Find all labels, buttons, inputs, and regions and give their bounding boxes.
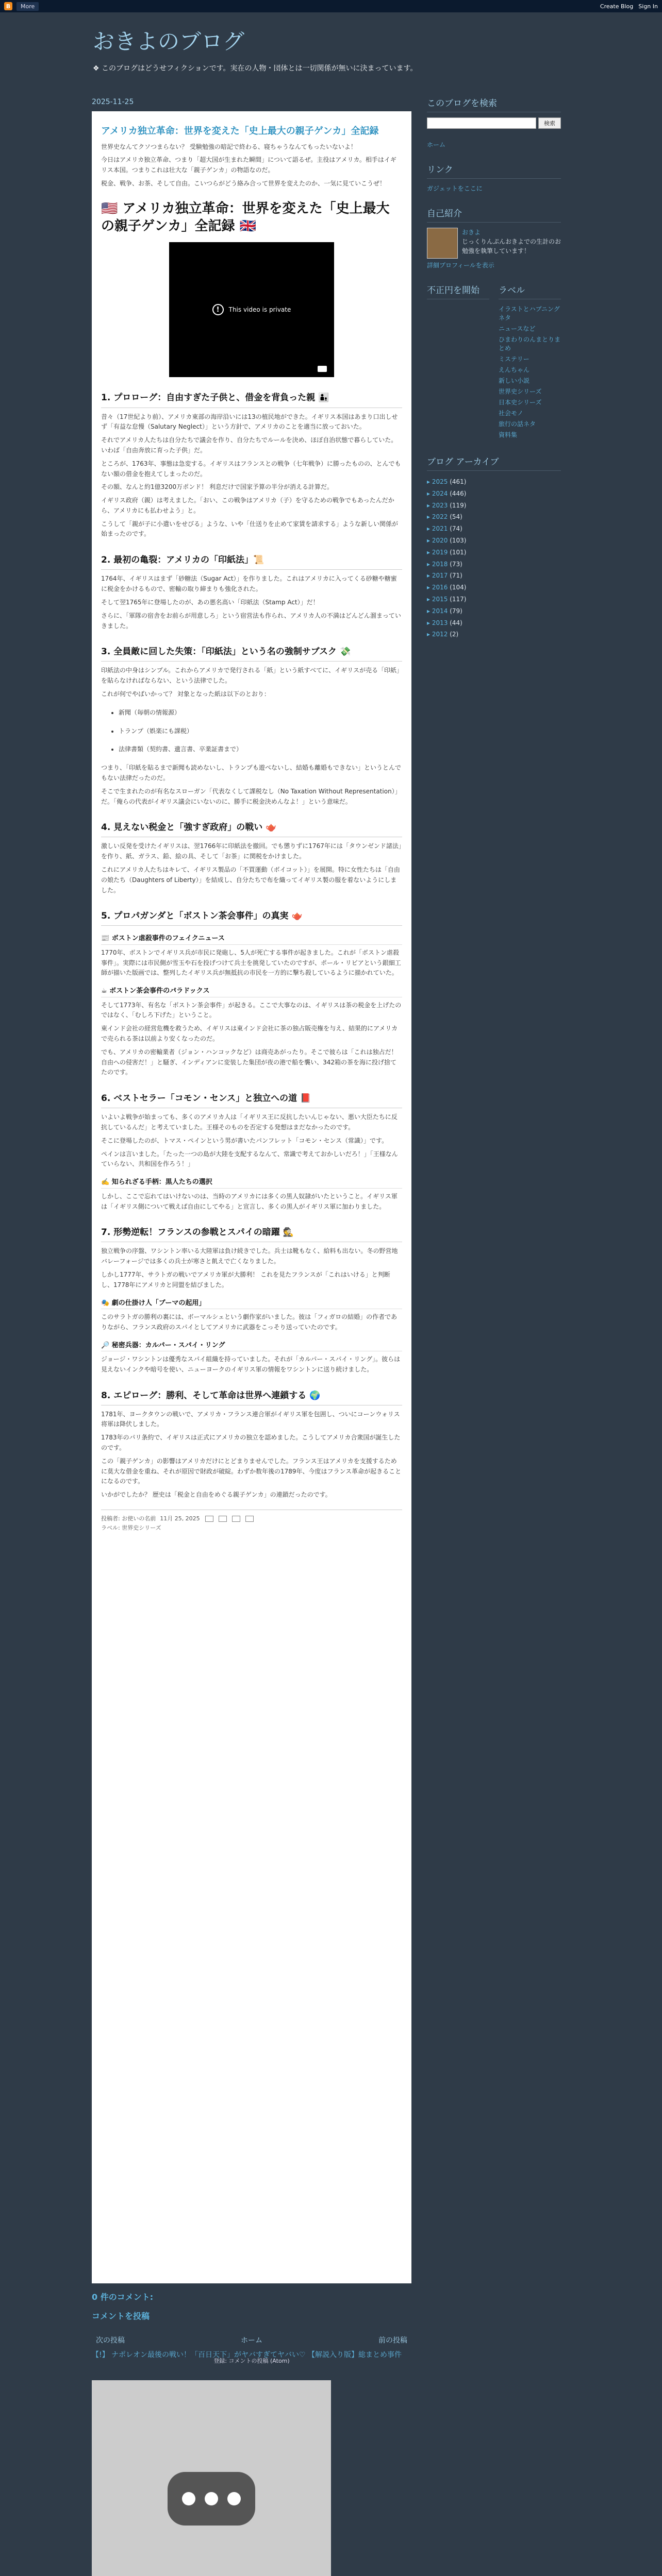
subscribe-feed-link[interactable]: 登録: コメントの投稿 (Atom)	[213, 2358, 290, 2364]
links-widget	[427, 162, 561, 193]
label-link[interactable]: イラストとハプニングネタ	[499, 306, 560, 321]
home-link[interactable]: ホーム	[241, 2336, 262, 2345]
sign-in-link[interactable]: Sign In	[638, 3, 658, 10]
archive-item[interactable]	[427, 511, 561, 523]
archive-item[interactable]	[427, 558, 561, 570]
create-blog-link[interactable]: Create Blog	[600, 3, 634, 10]
label-link[interactable]: 旅行の話ネタ	[499, 420, 536, 428]
post-comment-link[interactable]: コメントを投稿	[92, 2311, 150, 2321]
label-link[interactable]: 新しい小説	[499, 377, 530, 384]
archive-count: (44)	[450, 619, 462, 626]
archive-year[interactable]: ▸ 2013	[427, 619, 448, 626]
archive-year[interactable]: ▸ 2017	[427, 572, 448, 580]
comment-count: 0 件のコメント:	[92, 2292, 154, 2302]
unfinished-widget	[427, 283, 489, 441]
archive-count: (2)	[450, 631, 459, 638]
archive-count: (54)	[450, 513, 462, 521]
archive-item[interactable]	[427, 605, 561, 617]
section-heading: 2. 最初の亀裂：アメリカの「印紙法」📜	[101, 553, 402, 570]
archive-item[interactable]	[427, 547, 561, 558]
intro-paragraph: 世界史なんてクソつまらない？ 受験勉強の暗記で終わる、寝ちゃうなんてもったいないよ！	[101, 143, 357, 150]
avatar[interactable]	[427, 228, 458, 259]
label-link[interactable]: 資料集	[499, 431, 518, 438]
list-item: • トランプ（娯楽にも課税）	[119, 726, 402, 737]
subsection-heading: 🎭 劇の仕掛け人「ブーマの起用」	[101, 1298, 402, 1309]
label-link[interactable]: ミステリー	[499, 355, 529, 363]
blog-description: ❖ このブログはどうせフィクションです。実在の人物・団体とは一切関係が無いに決まっています。	[93, 64, 418, 73]
body-paragraph: それでアメリカ人たちは自分たちで議会を作り、自分たちでルールを決め、ほぼ自治状態で暮らしていた。いわば「自由奔放に育った子供」だ。	[101, 436, 398, 454]
archive-item[interactable]	[427, 594, 561, 605]
archive-year[interactable]: ▸ 2023	[427, 501, 448, 509]
archive-item[interactable]	[427, 629, 561, 640]
label-link[interactable]: ニュースなど	[499, 325, 536, 332]
section-heading: 8. エピローグ：勝利、そして革命は世界へ連鎖する 🌍	[101, 1388, 402, 1405]
archive-year[interactable]: ▸ 2025	[427, 478, 448, 485]
labels-widget	[499, 283, 561, 441]
archive-year[interactable]: ▸ 2014	[427, 607, 448, 615]
archive-item[interactable]	[427, 476, 561, 488]
post-footer	[101, 1510, 402, 1533]
archive-count: (74)	[450, 525, 462, 533]
archive-year[interactable]: ▸ 2022	[427, 513, 448, 521]
search-input[interactable]	[427, 117, 536, 129]
more-menu-button[interactable]: More	[16, 2, 39, 11]
intro-paragraph: 税金、戦争、お茶、そして自由。こいつらがどう絡み合って世界を変えたのか、一気に見ていこうぜ！	[101, 180, 386, 188]
archive-count: (446)	[450, 489, 467, 497]
footer-gadgets	[92, 2349, 566, 2576]
search-widget	[427, 96, 561, 149]
home-link[interactable]: ホーム	[427, 141, 446, 148]
archive-year[interactable]: ▸ 2015	[427, 595, 448, 603]
body-paragraph: そして翌1765年に登場したのが、あの悪名高い「印紙法（Stamp Act）」だ！	[101, 598, 319, 606]
blog-share-icon[interactable]	[219, 1516, 227, 1522]
widget-title: ラベル	[499, 283, 561, 299]
subsection-heading: ☕ ボストン茶会事件のパラドックス	[101, 986, 402, 997]
email-share-icon[interactable]	[205, 1516, 213, 1522]
archive-year[interactable]: ▸ 2024	[427, 489, 448, 497]
body-paragraph: 1770年、ボストンでイギリス兵が市民に発砲し、5人が死亡する事件が起きました。これが「ボストン虐殺事件」。実際には市民側が雪玉や石を投げつけて兵士を挑発していたのですが、ポール・リビアという銀細工師が描いた版画では、整列したイギリス兵が無抵抗の市民を一方的に撃ち殺しているように描かれていた。	[101, 948, 401, 977]
archive-item[interactable]	[427, 570, 561, 582]
body-paragraph: いよいよ戦争が始まっても、多くのアメリカ人は「イギリス王に反抗したいんじゃない、悪い大臣たちに反抗しているんだ」と考えていました。王様そのものを否定する発想はまだなかったのです。	[101, 1113, 398, 1131]
archive-count: (103)	[450, 536, 467, 544]
post-date-header: 2025-11-25	[92, 98, 134, 106]
twitter-share-icon[interactable]	[232, 1516, 240, 1522]
archive-item[interactable]	[427, 617, 561, 629]
archive-count: (101)	[450, 548, 467, 556]
section-heading: 4. 見えない税金と「強すぎ政府」の戦い 🫖	[101, 820, 402, 837]
archive-year[interactable]: ▸ 2012	[427, 631, 448, 638]
search-button[interactable]: 検索	[538, 117, 561, 129]
list-item: • 新聞（毎朝の情報源）	[119, 708, 402, 718]
label-link[interactable]: えんちゃん	[499, 366, 530, 374]
comments-section	[92, 2291, 411, 2321]
facebook-share-icon[interactable]	[245, 1516, 254, 1522]
main-column	[92, 96, 411, 2365]
widget-title: 自己紹介	[427, 206, 561, 223]
section-heading: 1. プロローグ：自由すぎた子供と、借金を背負った親 👨‍👦	[101, 391, 402, 408]
body-paragraph: 1781年、ヨークタウンの戦いで、アメリカ・フランス連合軍がイギリス軍を包囲し、ついにコーンウォリス将軍は降伏しました。	[101, 1410, 400, 1428]
archive-year[interactable]: ▸ 2020	[427, 536, 448, 544]
archive-count: (73)	[450, 560, 462, 568]
body-paragraph: 1764年、イギリスはまず「砂糖法（Sugar Act）」を作りました。これはアメリカに入ってくる砂糖や糖蜜に税金をかけるもので、密輸の取り締まりも強化された。	[101, 575, 397, 593]
sidebar	[427, 96, 561, 654]
archive-item[interactable]	[427, 488, 561, 500]
section-heading: 6. ベストセラー「コモン・センス」と独立への道 📕	[101, 1091, 402, 1108]
archive-item[interactable]	[427, 500, 561, 512]
archive-widget	[427, 454, 561, 640]
archive-year[interactable]: ▸ 2018	[427, 560, 448, 568]
body-paragraph: 東インド会社の経営危機を救うため、イギリスは東インド会社に茶の独占販売権を与え、結果的にアメリカで売られる茶は以前より安くなったのだ。	[101, 1025, 398, 1043]
loading-icon	[168, 2472, 255, 2526]
body-paragraph: しかし1777年、サラトガの戦いでアメリカ軍が大勝利！ これを見たフランスが「これはいける」と判断し、1778年にアメリカと同盟を結びました。	[101, 1270, 390, 1289]
body-paragraph: しかし、ここで忘れてはいけないのは、当時のアメリカには多くの黒人奴隷がいたということ。イギリス軍は「イギリス側について戦えば自由にしてやる」と宣言し、多くの黒人がイギリス軍に加わりました。	[101, 1192, 398, 1210]
widget-title: このブログを検索	[427, 96, 561, 112]
body-paragraph: ペインは言いました。「たった一つの島が大陸を支配するなんて、常識で考えておかしいだろ！」「王様なんていらない、共和国を作ろう！」	[101, 1150, 398, 1168]
post-author[interactable]: 投稿者: お使いの名前	[101, 1515, 156, 1522]
profile-name[interactable]: おきよ	[462, 229, 481, 236]
widget-title: リンク	[427, 162, 561, 179]
profile-detail-link[interactable]: 詳細プロフィールを表示	[427, 262, 494, 269]
blogger-logo-icon[interactable]: B	[4, 2, 12, 10]
blog-post	[92, 111, 411, 2283]
label-link[interactable]: ひまわりのんまとりまとめ	[499, 336, 561, 352]
archive-year[interactable]: ▸ 2021	[427, 525, 448, 533]
body-paragraph: そして1773年、有名な「ボストン茶会事件」が起きる。ここで大事なのは、イギリスは茶の税金を上げたのではなく、「むしろ下げた」ということ。	[101, 1001, 402, 1019]
archive-item[interactable]	[427, 535, 561, 547]
body-paragraph: でも、アメリカの密輸業者（ジョン・ハンコックなど）は商売あがったり。そこで彼らは「これは独占だ！ 自由への侵害だ！」と騒ぎ、インディアンに変装した集団が夜の港で船を襲い、342箱の茶を海に投げ捨てたのです。	[101, 1048, 398, 1076]
body-paragraph: そこで生まれたのが有名なスローガン「代表なくして課税なし（No Taxation Without Representation）」だ。「俺らの代表がイギリス議会にいないのに、勝手に税金決めんなよ！」という意味だ。	[101, 787, 401, 805]
post-timestamp[interactable]: 11月 25, 2025	[160, 1515, 200, 1522]
post-main-heading: 🇺🇸 アメリカ独立革命：世界を変えた「史上最大の親子ゲンカ」全記録 🇬🇧	[101, 200, 390, 234]
body-paragraph: 激しい反発を受けたイギリスは、翌1766年に印紙法を撤回。でも懲りずに1767年には「タウンゼンド諸法」を作り、紙、ガラス、鉛、絵の具、そして「お茶」に関税をかけました。	[101, 842, 402, 860]
body-paragraph: こうして「親が子に小遣いをせびる」ような、いや「仕送りを止めて家賃を請求する」ような新しい関係が始まったのです。	[101, 520, 399, 538]
label-link[interactable]: 世界史シリーズ	[499, 388, 542, 395]
body-paragraph: これにアメリカ人たちはキレて、イギリス製品の「不買運動（ボイコット）」を展開。特に女性たちは「自由の娘たち（Daughters of Liberty）」を結成し、自分たちで布を織ってイギリス製の服を着ないようにしました。	[101, 866, 400, 894]
body-paragraph: ところが、1763年、事態は急変する。イギリスはフランスとの戦争（七年戦争）に勝ったものの、とんでもない額の借金を抱えてしまったのだ。	[101, 460, 401, 478]
body-paragraph: 印紙法の中身はシンプル。これからアメリカで発行される「紙」という紙すべてに、イギリスが売る「印紙」を貼らなければならない、という法律でした。	[101, 667, 400, 685]
youtube-logo-icon[interactable]	[318, 366, 327, 372]
body-paragraph: つまり、「印紙を貼るまで新聞も読めないし、トランプも遊べないし、結婚も離婚もできない」というとんでもない法律だったのだ。	[101, 764, 402, 782]
section-heading: 7. 形勢逆転！フランスの参戦とスパイの暗躍 🕵️	[101, 1225, 402, 1242]
gadget-link[interactable]: ガジェットをここに	[427, 185, 483, 192]
subsection-heading: 🔎 秘密兵器：カルパー・スパイ・リング	[101, 1340, 402, 1351]
body-paragraph: このサラトガの勝利の裏には、ボーマルシェという劇作家がいました。彼は「フィガロの結婚」の作者でありながら、フランス政府のスパイとしてアメリカに武器をこっそり送っていたのです。	[101, 1313, 398, 1331]
body-paragraph: これが何でやばいかって？ 対象となった紙は以下のとおり：	[101, 690, 270, 698]
body-paragraph: さらに、「軍隊の宿舎をお前らが用意しろ」という宿営法も作られ、アメリカ人の不満はどんどん溜まっていきました。	[101, 612, 401, 630]
featured-video[interactable]	[92, 2380, 331, 2576]
archive-count: (71)	[450, 572, 462, 580]
body-paragraph: イギリス政府（親）は考えました。「おい、この戦争はアメリカ（子）を守るための戦争でもあったんだから、アメリカにも払わせよう」と。	[101, 497, 394, 514]
widget-title: ブログ アーカイブ	[427, 454, 561, 471]
profile-description: じっくりんぷんおきよでの生計のお勉強を執筆しています！	[462, 238, 561, 255]
body-paragraph: この「親子ゲンカ」の影響はアメリカだけにとどまりませんでした。フランス王はアメリカを支援するために莫大な借金を重ね、それが原因で財政が破綻。わずか数年後の1789年、今度はフランス革命が起きることになるのです。	[101, 1457, 402, 1485]
archive-year[interactable]: ▸ 2019	[427, 548, 448, 556]
info-icon: !	[212, 304, 224, 315]
featured-post-title[interactable]: 【!】 ナポレオン最後の戦い！「百日天下」がヤバすぎてヤバい♡ 【解説入り版】総まとめ事件	[92, 2351, 402, 2359]
blog-title[interactable]: おきよのブログ	[93, 29, 245, 54]
blog-header	[93, 25, 557, 73]
intro-paragraph: 今日はアメリカ独立革命、つまり「超大国が生まれた瞬間」について語るぜ。主役はアメリカ。相手はイギリス本国。つまりこれは壮大な「親子ゲンカ」の物語なのだ。	[101, 156, 396, 174]
body-paragraph: そこに登場したのが、トマス・ペインという男が書いたパンフレット「コモン・センス（常識）」です。	[101, 1137, 388, 1144]
body-paragraph: 1783年のパリ条約で、イギリスは正式にアメリカの独立を認めました。こうしてアメリカ合衆国が誕生したのです。	[101, 1434, 401, 1452]
body-paragraph: 独立戦争の序盤、ワシントン率いる大陸軍は負け続きでした。兵士は靴もなく、給料も出ない。冬の野営地バレーフォージでは多くの兵士が寒さと飢えで亡くなりました。	[101, 1247, 398, 1265]
blogger-navbar	[0, 0, 662, 12]
body-paragraph: ジョージ・ワシントンは優秀なスパイ組織を持っていました。それが「カルパー・スパイ・リング」。彼らは見えないインクや暗号を使い、ニューヨークのイギリス軍の情報をワシントンに送り続けました。	[101, 1355, 401, 1373]
subsection-heading: 📰 ボストン虐殺事件のフェイクニュース	[101, 933, 402, 944]
video-private-message: This video is private	[228, 306, 291, 313]
subsection-heading: ✍️ 知られざる手柄：黒人たちの選択	[101, 1177, 402, 1188]
post-labels[interactable]: ラベル: 世界史シリーズ	[101, 1524, 161, 1532]
body-paragraph: その額、なんと約1億3200万ポンド！ 利息だけで国家予算の半分が消える計算だ。	[101, 483, 333, 491]
blog-pager	[92, 2335, 411, 2345]
archive-count: (79)	[450, 607, 462, 615]
widget-title: 不正円を開始	[427, 283, 489, 299]
post-title[interactable]: アメリカ独立革命：世界を変えた「史上最大の親子ゲンカ」全記録	[101, 126, 379, 137]
bullet-list	[119, 708, 402, 755]
archive-count: (119)	[450, 501, 467, 509]
newer-post-link[interactable]: 次の投稿	[96, 2336, 125, 2345]
archive-item[interactable]	[427, 523, 561, 535]
profile-widget	[427, 206, 561, 269]
archive-count: (461)	[450, 478, 467, 485]
body-paragraph: 昔々（17世紀より前）、アメリカ東部の海岸沿いには13の植民地ができた。イギリス本国はあまり口出しせず「有益な怠慢（Salutary Neglect）」という方針で、アメリカのことを適当に放っておいた。	[101, 413, 398, 431]
section-heading: 3. 全員敵に回した失策：「印紙法」という名の強制サブスク 💸	[101, 645, 402, 662]
archive-count: (104)	[450, 584, 467, 591]
archive-item[interactable]	[427, 582, 561, 594]
older-post-link[interactable]: 前の投稿	[378, 2336, 407, 2345]
archive-year[interactable]: ▸ 2016	[427, 584, 448, 591]
list-item: • 法律書類（契約書、遺言書、卒業証書まで）	[119, 744, 402, 755]
embedded-video[interactable]	[169, 242, 334, 377]
archive-count: (117)	[450, 595, 467, 603]
label-link[interactable]: 日本史シリーズ	[499, 399, 542, 406]
label-link[interactable]: 社会モノ	[499, 410, 523, 417]
body-paragraph: いかがでしたか？ 歴史は「税金と自由をめぐる親子ゲンカ」の連鎖だったのです。	[101, 1491, 332, 1499]
section-heading: 5. プロパガンダと「ボストン茶会事件」の真実 🫖	[101, 909, 402, 926]
